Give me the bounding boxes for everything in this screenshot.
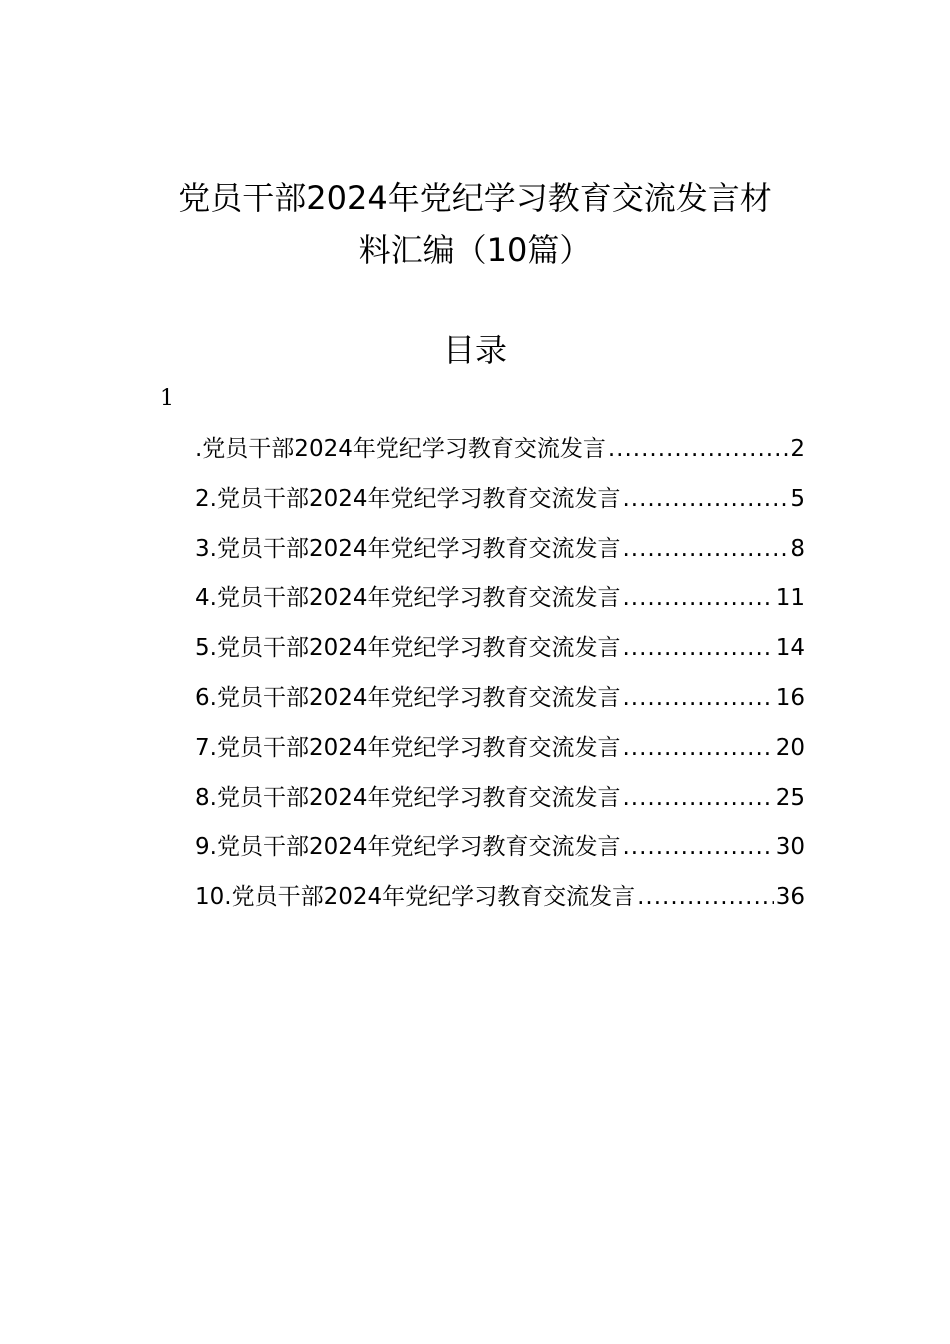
toc-entry-label: 10.党员干部2024年党纪学习教育交流发言: [195, 884, 636, 911]
table-of-contents: [195, 425, 805, 923]
toc-entry-page: 25: [775, 784, 805, 811]
toc-entry-page: 30: [775, 834, 805, 861]
toc-entry-label: 5.党员干部2024年党纪学习教育交流发言: [195, 635, 621, 662]
toc-entry-label: 4.党员干部2024年党纪学习教育交流发言: [195, 585, 621, 612]
toc-leader-dots: [622, 674, 773, 724]
toc-entry-page: 8: [790, 535, 805, 562]
document-title-line-1: 党员干部2024年党纪学习教育交流发言材: [178, 179, 772, 217]
toc-entry-9[interactable]: [195, 823, 805, 873]
toc-entry-10[interactable]: [195, 873, 805, 923]
toc-entry-page: 20: [775, 734, 805, 761]
document-title-line-2: 料汇编（10篇）: [358, 231, 592, 269]
toc-entry-4[interactable]: [195, 574, 805, 624]
toc-leader-dots: [622, 525, 788, 575]
toc-leader-dots: [622, 724, 773, 774]
toc-entry-label: .党员干部2024年党纪学习教育交流发言: [195, 436, 606, 462]
toc-entry-label: 7.党员干部2024年党纪学习教育交流发言: [195, 734, 621, 761]
toc-entry-page: 36: [775, 884, 805, 911]
toc-entry-7[interactable]: [195, 724, 805, 774]
document-title: [120, 172, 830, 276]
toc-leader-dots: [637, 873, 774, 923]
toc-entry-page: 5: [790, 485, 805, 512]
toc-leader-dots: [622, 574, 773, 624]
toc-leader-dots: [622, 624, 773, 674]
toc-entry-6[interactable]: [195, 674, 805, 724]
toc-entry-1[interactable]: [195, 425, 805, 475]
toc-entry-3[interactable]: [195, 525, 805, 575]
toc-leader-dots: [608, 425, 789, 475]
toc-leader-dots: [622, 823, 773, 873]
toc-entry-8[interactable]: [195, 774, 805, 824]
toc-heading: 目录: [442, 331, 507, 369]
toc-entry-page: 11: [775, 585, 805, 612]
toc-entry-5[interactable]: [195, 624, 805, 674]
toc-entry-2[interactable]: [195, 475, 805, 525]
toc-entry-page: 14: [775, 635, 805, 662]
toc-entry-label: 9.党员干部2024年党纪学习教育交流发言: [195, 834, 621, 861]
toc-entry-page: 16: [775, 684, 805, 711]
toc-leader-dots: [622, 774, 773, 824]
toc-entry-page: 2: [790, 436, 805, 462]
stray-number: 1: [160, 386, 174, 411]
toc-entry-label: 3.党员干部2024年党纪学习教育交流发言: [195, 535, 621, 562]
toc-entry-label: 6.党员干部2024年党纪学习教育交流发言: [195, 684, 621, 711]
toc-entry-label: 8.党员干部2024年党纪学习教育交流发言: [195, 784, 621, 811]
toc-leader-dots: [622, 475, 788, 525]
toc-entry-label: 2.党员干部2024年党纪学习教育交流发言: [195, 485, 621, 512]
